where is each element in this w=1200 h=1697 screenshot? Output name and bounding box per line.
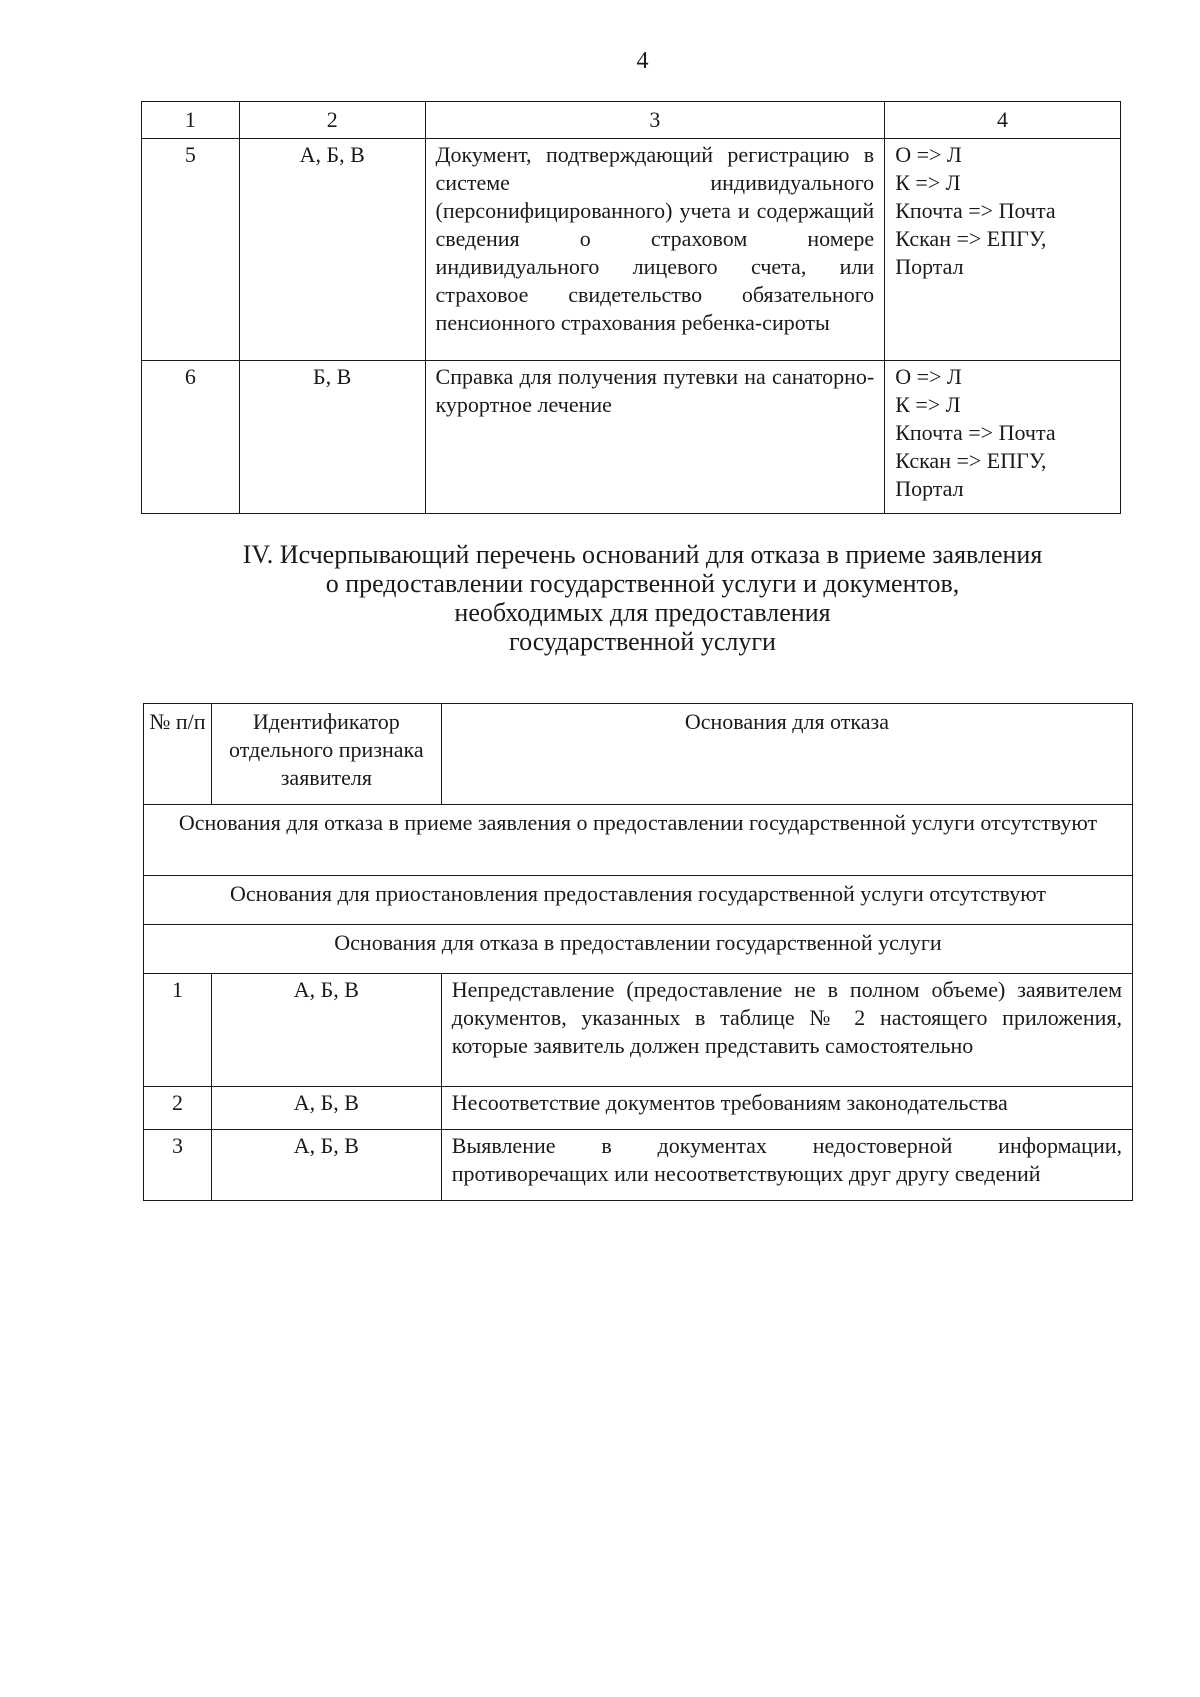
section-heading-line: государственной услуги	[509, 627, 776, 656]
column-number-2: 2	[239, 102, 425, 139]
document-description: Документ, подтверждающий регистрацию в системе индивидуального (персонифицированного) учета и содержащий сведения о страховом номере индивидуального лицевого счета, или страховое свидетельство обязательного пенсионного страхования ребенка-сироты	[425, 139, 885, 361]
refusal-reason: Выявление в документах недостоверной информации, противоречащих или несоответствующих друг другу сведений	[441, 1130, 1132, 1201]
row-number: 3	[144, 1130, 212, 1201]
section-heading	[180, 540, 1105, 656]
section-heading-line: о предоставлении государственной услуги и документов,	[325, 569, 960, 598]
table-row	[144, 876, 1133, 925]
applicant-identifiers: Б, В	[239, 361, 425, 514]
submission-methods: О => Л К => Л Кпочта => Почта Кскан => ЕПГУ, Портал	[885, 361, 1121, 514]
submission-methods: О => Л К => Л Кпочта => Почта Кскан => ЕПГУ, Портал	[885, 139, 1121, 361]
column-number-3: 3	[425, 102, 885, 139]
refusal-reason: Несоответствие документов требованиям законодательства	[441, 1087, 1132, 1130]
applicant-identifiers: А, Б, В	[211, 974, 441, 1087]
refusal-reason: Непредставление (предоставление не в полном объеме) заявителем документов, указанных в таблице № 2 настоящего приложения, которые заявитель должен представить самостоятельно	[441, 974, 1132, 1087]
refusal-grounds-table	[143, 703, 1133, 1201]
table-row	[144, 805, 1133, 876]
row-number: 1	[144, 974, 212, 1087]
table-header-row	[142, 102, 1121, 139]
applicant-identifiers: А, Б, В	[239, 139, 425, 361]
table-row	[144, 1087, 1133, 1130]
row-number: 6	[142, 361, 240, 514]
row-number: 5	[142, 139, 240, 361]
section-heading-line: IV. Исчерпывающий перечень оснований для отказа в приеме заявления	[242, 540, 1043, 569]
table-row	[144, 974, 1133, 1087]
table-header-row	[144, 704, 1133, 805]
header-grounds: Основания для отказа	[441, 704, 1132, 805]
column-number-4: 4	[885, 102, 1121, 139]
table-row	[142, 139, 1121, 361]
documents-table	[141, 101, 1121, 514]
table-row	[144, 1130, 1133, 1201]
header-identifier: Идентификатор отдельного признака заявителя	[211, 704, 441, 805]
document-description: Справка для получения путевки на санаторно-курортное лечение	[425, 361, 885, 514]
refusal-grounds-subheading: Основания для отказа в предоставлении государственной услуги	[144, 925, 1133, 974]
no-grounds-suspension-note: Основания для приостановления предоставления государственной услуги отсутствуют	[144, 876, 1133, 925]
table-row	[144, 925, 1133, 974]
no-grounds-reception-note: Основания для отказа в приеме заявления о предоставлении государственной услуги отсутствуют	[144, 805, 1133, 876]
applicant-identifiers: А, Б, В	[211, 1130, 441, 1201]
table-row	[142, 361, 1121, 514]
applicant-identifiers: А, Б, В	[211, 1087, 441, 1130]
section-heading-line: необходимых для предоставления	[454, 598, 831, 627]
row-number: 2	[144, 1087, 212, 1130]
header-number: № п/п	[144, 704, 212, 805]
column-number-1: 1	[142, 102, 240, 139]
page-number: 4	[636, 48, 649, 74]
